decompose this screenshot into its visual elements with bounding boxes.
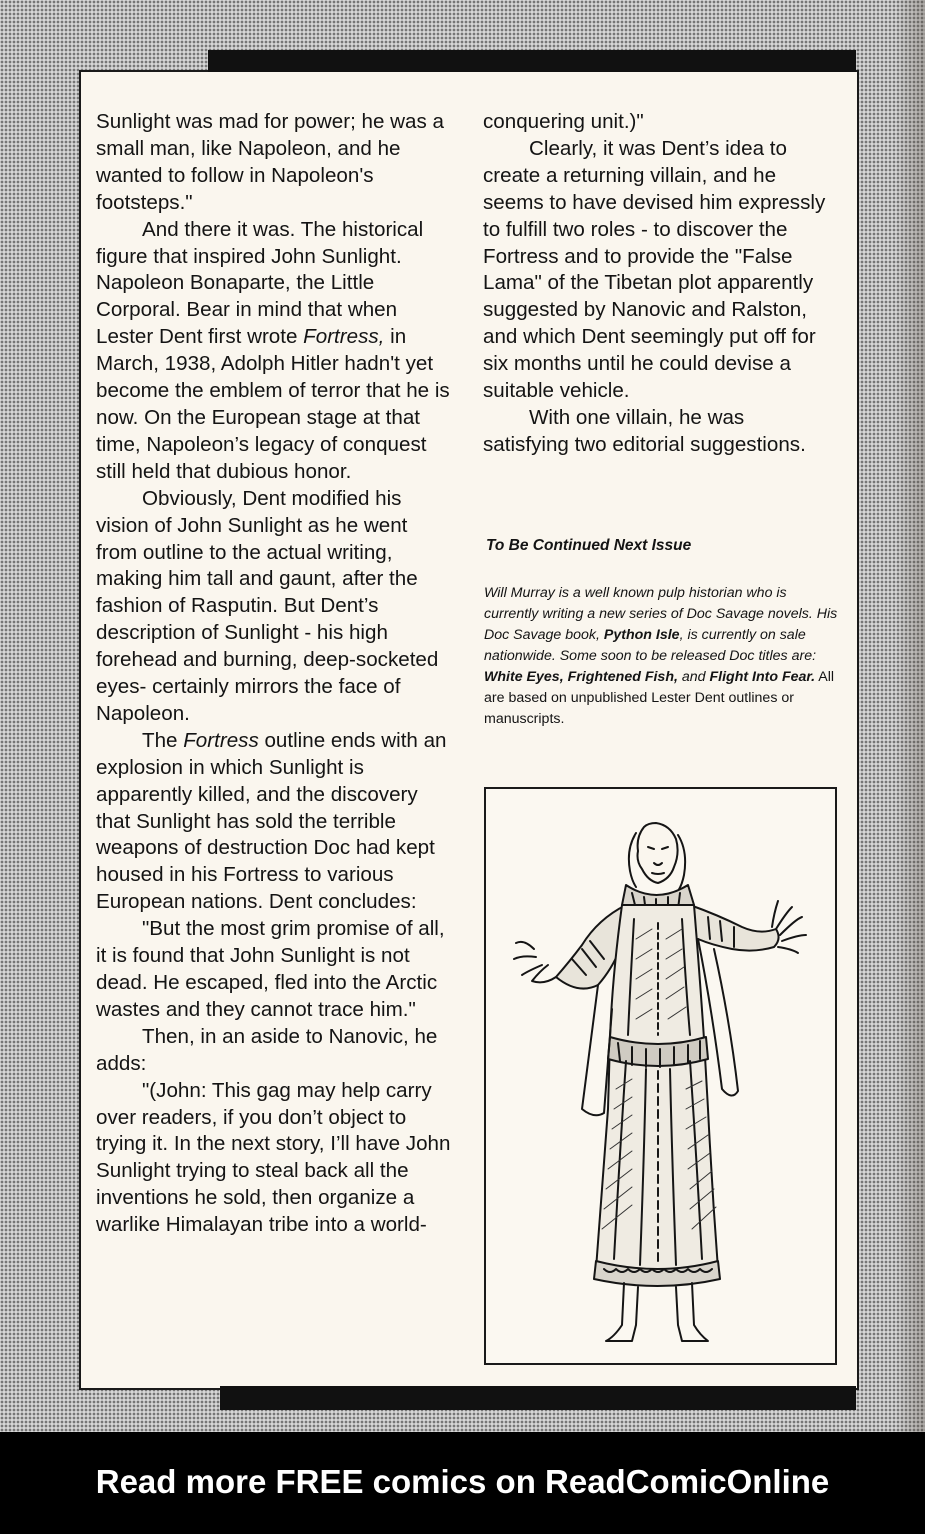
- left-paragraph-6: [96, 1024, 454, 1078]
- paragraph-text: Sunlight was mad for power; he was a small man, like Napoleon, and he wanted to follow in Napoleon's footsteps.": [96, 110, 444, 214]
- paragraph-text: And there it was. The historical figure that inspired John Sunlight. Napoleon Bonaparte, the Little Corporal. Bear in mind that when Lester Dent first wrote: [96, 217, 424, 349]
- right-column: [483, 109, 835, 459]
- right-paragraph-3: [483, 405, 835, 459]
- bio-title-3: Flight Into Fear.: [709, 669, 816, 685]
- paragraph-text: Clearly, it was Dent’s idea to create a returning villain, and he seems to have devised him expressly to fulfill two roles - to discover the Fortress and to provide the "False Lama" of the Tibetan plot apparently suggested by Nanovic and Ralston, and which Dent seemingly put off for six months until he could devise a suitable vehicle.: [483, 136, 826, 403]
- top-black-bar: [208, 50, 856, 72]
- paragraph-text: conquering unit.)": [483, 110, 644, 133]
- left-paragraph-2: [96, 217, 454, 486]
- to-be-continued: To Be Continued Next Issue: [486, 537, 692, 554]
- paragraph-text: in March, 1938, Adolph Hitler hadn't yet become the emblem of terror that he is now. On the European stage at that time, Napoleon’s legacy of conquest still held that dubious honor.: [96, 325, 450, 483]
- bottom-black-bar: [220, 1386, 856, 1410]
- book-title: Fortress: [183, 728, 259, 752]
- left-paragraph-7: [96, 1078, 454, 1239]
- paragraph-text: "But the most grim promise of all, it is found that John Sunlight is not dead. He escaped, fled into the Arctic wastes and they cannot trace him.": [96, 917, 445, 1021]
- author-bio: [484, 583, 838, 730]
- left-column: [96, 109, 454, 1239]
- bio-text: All are based on unpublished Lester Dent outlines or manuscripts.: [484, 669, 835, 727]
- paragraph-text: Then, in an aside to Nanovic, he adds:: [96, 1024, 438, 1075]
- footer-promo-text: Read more FREE comics on ReadComicOnline: [95, 1463, 830, 1500]
- paragraph-text: With one villain, he was satisfying two editorial suggestions.: [483, 405, 806, 456]
- illustration-frame: [484, 787, 837, 1365]
- paragraph-text: Obviously, Dent modified his vision of John Sunlight as he went from outline to the actual writing, making him tall and gaunt, after the fashion of Rasputin. But Dent’s description of Sunlight - his high forehead and burning, deep-socketed eyes- certainly mirrors the face of Napoleon.: [96, 486, 439, 725]
- page-edge-shadow: [895, 0, 925, 1432]
- left-paragraph-3: [96, 486, 454, 728]
- left-paragraph-4: [96, 728, 454, 916]
- bio-titles: White Eyes, Frightened Fish,: [484, 669, 678, 685]
- robed-figure-illustration: [486, 789, 835, 1363]
- right-paragraph-1: [483, 109, 835, 136]
- paragraph-text: outline ends with an explosion in which Sunlight is apparently killed, and the discovery that Sunlight has sold the terrible weapons of destruction Doc had kept housed in his Fortress to various European nations. Dent concludes:: [96, 728, 447, 914]
- left-paragraph-5: [96, 916, 454, 1024]
- paragraph-text: "(John: This gag may help carry over readers, if you don’t object to trying it. In the next story, I’ll have John Sunlight trying to steal back all the inventions he sold, then organize a warlike Himalayan tribe into a world-: [96, 1078, 451, 1237]
- left-paragraph-1: [96, 109, 454, 217]
- book-title: Fortress,: [303, 325, 385, 349]
- bio-text: and: [677, 669, 710, 685]
- right-paragraph-2: [483, 136, 835, 405]
- bio-book-title: Python Isle: [603, 627, 680, 643]
- paragraph-text: The: [142, 728, 184, 752]
- bio-text: , is currently on sale nationwide. Some soon to be released Doc titles are:: [484, 627, 817, 664]
- bio-text: Will Murray is a well known pulp historian who is currently writing a new series of Doc Savage novels. His Doc Savage book,: [484, 585, 838, 643]
